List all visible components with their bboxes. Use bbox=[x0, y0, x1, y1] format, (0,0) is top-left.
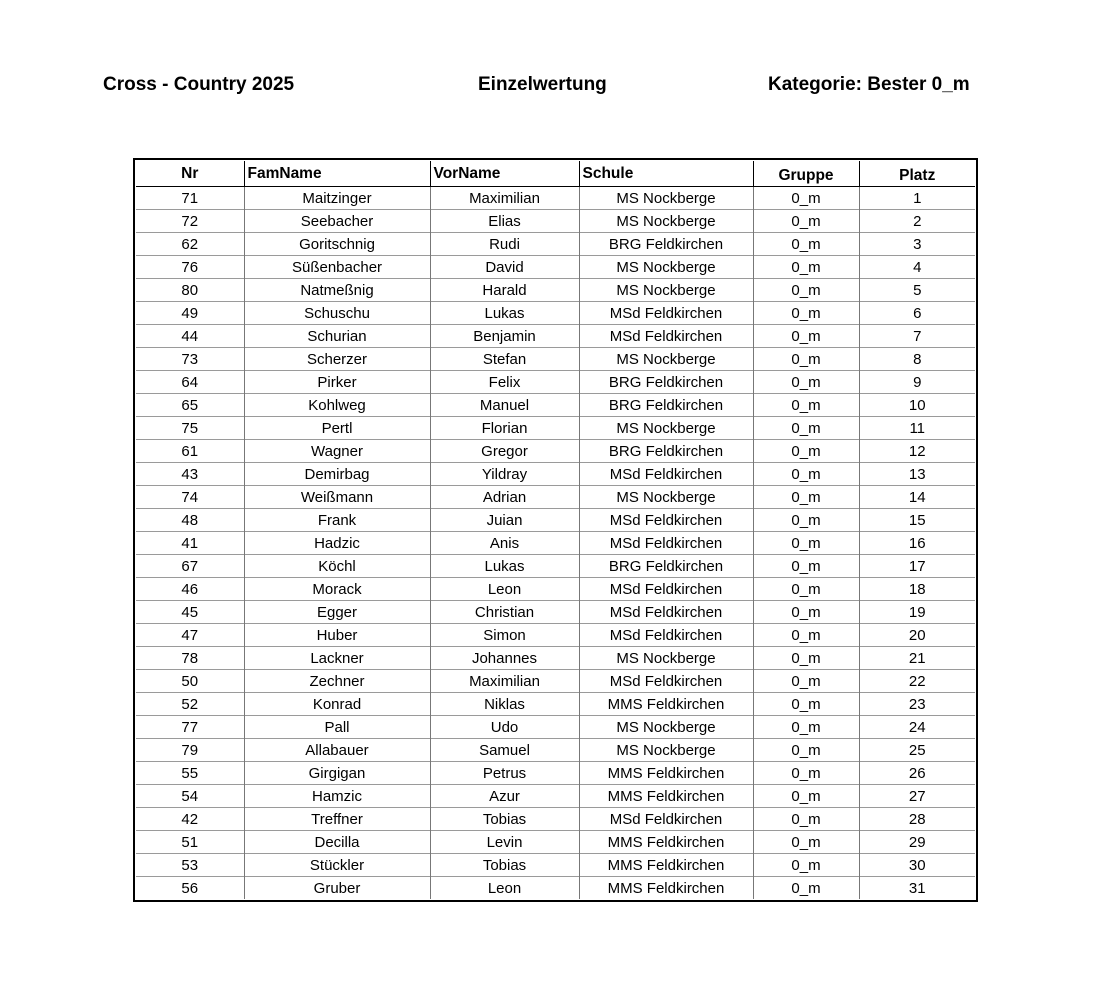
cell-vorname: Levin bbox=[430, 831, 579, 854]
cell-schule: MSd Feldkirchen bbox=[579, 624, 753, 647]
cell-famname: Gruber bbox=[244, 877, 430, 900]
table-row bbox=[136, 440, 975, 463]
cell-gruppe: 0_m bbox=[753, 877, 859, 900]
cell-gruppe: 0_m bbox=[753, 210, 859, 233]
table-body bbox=[136, 187, 975, 900]
table-row bbox=[136, 785, 975, 808]
cell-platz: 15 bbox=[859, 509, 975, 532]
cell-famname: Scherzer bbox=[244, 348, 430, 371]
cell-platz: 1 bbox=[859, 187, 975, 210]
cell-gruppe: 0_m bbox=[753, 348, 859, 371]
table-row bbox=[136, 279, 975, 302]
table-row bbox=[136, 256, 975, 279]
cell-platz: 14 bbox=[859, 486, 975, 509]
table-row bbox=[136, 624, 975, 647]
cell-nr: 43 bbox=[136, 463, 244, 486]
cell-platz: 26 bbox=[859, 762, 975, 785]
cell-nr: 47 bbox=[136, 624, 244, 647]
table-row bbox=[136, 578, 975, 601]
cell-vorname: Florian bbox=[430, 417, 579, 440]
document-title: Cross - Country 2025 bbox=[103, 74, 295, 95]
cell-famname: Lackner bbox=[244, 647, 430, 670]
cell-nr: 79 bbox=[136, 739, 244, 762]
cell-famname: Hamzic bbox=[244, 785, 430, 808]
cell-gruppe: 0_m bbox=[753, 279, 859, 302]
cell-famname: Pall bbox=[244, 716, 430, 739]
results-table bbox=[136, 161, 975, 899]
cell-nr: 44 bbox=[136, 325, 244, 348]
column-header-famname: FamName bbox=[244, 161, 430, 187]
cell-gruppe: 0_m bbox=[753, 647, 859, 670]
cell-famname: Girgigan bbox=[244, 762, 430, 785]
cell-platz: 8 bbox=[859, 348, 975, 371]
cell-gruppe: 0_m bbox=[753, 785, 859, 808]
table-row bbox=[136, 394, 975, 417]
cell-famname: Frank bbox=[244, 509, 430, 532]
cell-schule: MS Nockberge bbox=[579, 210, 753, 233]
cell-famname: Wagner bbox=[244, 440, 430, 463]
cell-schule: MSd Feldkirchen bbox=[579, 532, 753, 555]
table-row bbox=[136, 762, 975, 785]
cell-schule: MSd Feldkirchen bbox=[579, 808, 753, 831]
cell-platz: 23 bbox=[859, 693, 975, 716]
cell-vorname: Udo bbox=[430, 716, 579, 739]
cell-vorname: Stefan bbox=[430, 348, 579, 371]
cell-gruppe: 0_m bbox=[753, 762, 859, 785]
cell-famname: Zechner bbox=[244, 670, 430, 693]
table-row bbox=[136, 463, 975, 486]
cell-vorname: Petrus bbox=[430, 762, 579, 785]
cell-gruppe: 0_m bbox=[753, 463, 859, 486]
cell-gruppe: 0_m bbox=[753, 716, 859, 739]
cell-famname: Maitzinger bbox=[244, 187, 430, 210]
cell-gruppe: 0_m bbox=[753, 371, 859, 394]
table-row bbox=[136, 555, 975, 578]
cell-platz: 5 bbox=[859, 279, 975, 302]
cell-gruppe: 0_m bbox=[753, 532, 859, 555]
cell-schule: MMS Feldkirchen bbox=[579, 877, 753, 900]
cell-schule: BRG Feldkirchen bbox=[579, 394, 753, 417]
cell-platz: 27 bbox=[859, 785, 975, 808]
cell-platz: 6 bbox=[859, 302, 975, 325]
cell-schule: MS Nockberge bbox=[579, 739, 753, 762]
cell-vorname: Azur bbox=[430, 785, 579, 808]
table-row bbox=[136, 348, 975, 371]
cell-vorname: Simon bbox=[430, 624, 579, 647]
cell-famname: Süßenbacher bbox=[244, 256, 430, 279]
cell-schule: MMS Feldkirchen bbox=[579, 693, 753, 716]
cell-gruppe: 0_m bbox=[753, 394, 859, 417]
table-row bbox=[136, 693, 975, 716]
table-row bbox=[136, 670, 975, 693]
cell-schule: MSd Feldkirchen bbox=[579, 601, 753, 624]
cell-gruppe: 0_m bbox=[753, 302, 859, 325]
cell-vorname: Leon bbox=[430, 877, 579, 900]
cell-famname: Treffner bbox=[244, 808, 430, 831]
document-section-title: Einzelwertung bbox=[478, 74, 607, 95]
cell-nr: 67 bbox=[136, 555, 244, 578]
cell-gruppe: 0_m bbox=[753, 624, 859, 647]
cell-schule: BRG Feldkirchen bbox=[579, 555, 753, 578]
cell-famname: Natmeßnig bbox=[244, 279, 430, 302]
cell-vorname: Felix bbox=[430, 371, 579, 394]
cell-platz: 29 bbox=[859, 831, 975, 854]
cell-nr: 76 bbox=[136, 256, 244, 279]
cell-famname: Morack bbox=[244, 578, 430, 601]
table-row bbox=[136, 371, 975, 394]
table-row bbox=[136, 854, 975, 877]
cell-famname: Schurian bbox=[244, 325, 430, 348]
cell-vorname: Anis bbox=[430, 532, 579, 555]
cell-platz: 13 bbox=[859, 463, 975, 486]
cell-vorname: Yildray bbox=[430, 463, 579, 486]
cell-schule: MS Nockberge bbox=[579, 256, 753, 279]
cell-nr: 48 bbox=[136, 509, 244, 532]
cell-gruppe: 0_m bbox=[753, 233, 859, 256]
cell-platz: 17 bbox=[859, 555, 975, 578]
cell-gruppe: 0_m bbox=[753, 509, 859, 532]
cell-vorname: Harald bbox=[430, 279, 579, 302]
cell-platz: 11 bbox=[859, 417, 975, 440]
cell-famname: Seebacher bbox=[244, 210, 430, 233]
cell-famname: Demirbag bbox=[244, 463, 430, 486]
cell-gruppe: 0_m bbox=[753, 256, 859, 279]
cell-gruppe: 0_m bbox=[753, 670, 859, 693]
cell-nr: 77 bbox=[136, 716, 244, 739]
cell-vorname: Johannes bbox=[430, 647, 579, 670]
results-table-container bbox=[133, 158, 978, 902]
cell-platz: 4 bbox=[859, 256, 975, 279]
cell-gruppe: 0_m bbox=[753, 578, 859, 601]
cell-famname: Goritschnig bbox=[244, 233, 430, 256]
cell-platz: 19 bbox=[859, 601, 975, 624]
cell-nr: 74 bbox=[136, 486, 244, 509]
cell-nr: 53 bbox=[136, 854, 244, 877]
table-row bbox=[136, 233, 975, 256]
cell-famname: Huber bbox=[244, 624, 430, 647]
document-header bbox=[0, 72, 1110, 98]
table-row bbox=[136, 486, 975, 509]
cell-vorname: Lukas bbox=[430, 302, 579, 325]
cell-vorname: Tobias bbox=[430, 808, 579, 831]
cell-nr: 45 bbox=[136, 601, 244, 624]
cell-gruppe: 0_m bbox=[753, 854, 859, 877]
cell-vorname: Maximilian bbox=[430, 670, 579, 693]
table-row bbox=[136, 325, 975, 348]
cell-famname: Decilla bbox=[244, 831, 430, 854]
cell-vorname: Benjamin bbox=[430, 325, 579, 348]
column-header-platz: Platz bbox=[859, 161, 975, 187]
cell-vorname: Elias bbox=[430, 210, 579, 233]
cell-schule: BRG Feldkirchen bbox=[579, 440, 753, 463]
cell-schule: BRG Feldkirchen bbox=[579, 233, 753, 256]
cell-schule: BRG Feldkirchen bbox=[579, 371, 753, 394]
cell-platz: 12 bbox=[859, 440, 975, 463]
cell-schule: MS Nockberge bbox=[579, 417, 753, 440]
cell-nr: 55 bbox=[136, 762, 244, 785]
table-row bbox=[136, 647, 975, 670]
cell-nr: 41 bbox=[136, 532, 244, 555]
cell-gruppe: 0_m bbox=[753, 440, 859, 463]
cell-schule: MSd Feldkirchen bbox=[579, 302, 753, 325]
table-header bbox=[136, 161, 975, 187]
cell-nr: 75 bbox=[136, 417, 244, 440]
cell-nr: 80 bbox=[136, 279, 244, 302]
cell-schule: MS Nockberge bbox=[579, 348, 753, 371]
cell-gruppe: 0_m bbox=[753, 325, 859, 348]
cell-vorname: Leon bbox=[430, 578, 579, 601]
cell-schule: MS Nockberge bbox=[579, 279, 753, 302]
cell-vorname: Adrian bbox=[430, 486, 579, 509]
table-row bbox=[136, 808, 975, 831]
table-row bbox=[136, 302, 975, 325]
cell-nr: 54 bbox=[136, 785, 244, 808]
table-row bbox=[136, 210, 975, 233]
cell-gruppe: 0_m bbox=[753, 417, 859, 440]
cell-platz: 21 bbox=[859, 647, 975, 670]
table-row bbox=[136, 716, 975, 739]
cell-schule: MMS Feldkirchen bbox=[579, 785, 753, 808]
table-row bbox=[136, 601, 975, 624]
cell-nr: 46 bbox=[136, 578, 244, 601]
cell-schule: MS Nockberge bbox=[579, 486, 753, 509]
cell-platz: 7 bbox=[859, 325, 975, 348]
cell-nr: 64 bbox=[136, 371, 244, 394]
cell-platz: 18 bbox=[859, 578, 975, 601]
cell-nr: 62 bbox=[136, 233, 244, 256]
cell-platz: 16 bbox=[859, 532, 975, 555]
table-row bbox=[136, 877, 975, 900]
cell-nr: 56 bbox=[136, 877, 244, 900]
cell-nr: 49 bbox=[136, 302, 244, 325]
cell-platz: 30 bbox=[859, 854, 975, 877]
cell-schule: MSd Feldkirchen bbox=[579, 578, 753, 601]
cell-famname: Schuschu bbox=[244, 302, 430, 325]
cell-vorname: Gregor bbox=[430, 440, 579, 463]
table-header-row bbox=[136, 161, 975, 187]
cell-vorname: Rudi bbox=[430, 233, 579, 256]
cell-schule: MS Nockberge bbox=[579, 187, 753, 210]
cell-famname: Pirker bbox=[244, 371, 430, 394]
cell-famname: Kohlweg bbox=[244, 394, 430, 417]
cell-schule: MSd Feldkirchen bbox=[579, 463, 753, 486]
cell-nr: 51 bbox=[136, 831, 244, 854]
cell-nr: 61 bbox=[136, 440, 244, 463]
cell-schule: MSd Feldkirchen bbox=[579, 670, 753, 693]
cell-gruppe: 0_m bbox=[753, 187, 859, 210]
column-header-nr: Nr bbox=[136, 161, 244, 187]
column-header-vorname: VorName bbox=[430, 161, 579, 187]
column-header-schule: Schule bbox=[579, 161, 753, 187]
cell-gruppe: 0_m bbox=[753, 739, 859, 762]
cell-vorname: Maximilian bbox=[430, 187, 579, 210]
cell-schule: MS Nockberge bbox=[579, 647, 753, 670]
cell-platz: 9 bbox=[859, 371, 975, 394]
cell-vorname: Juian bbox=[430, 509, 579, 532]
cell-famname: Köchl bbox=[244, 555, 430, 578]
cell-vorname: Lukas bbox=[430, 555, 579, 578]
cell-nr: 42 bbox=[136, 808, 244, 831]
cell-vorname: Manuel bbox=[430, 394, 579, 417]
table-row bbox=[136, 187, 975, 210]
cell-nr: 71 bbox=[136, 187, 244, 210]
cell-famname: Stückler bbox=[244, 854, 430, 877]
cell-nr: 52 bbox=[136, 693, 244, 716]
cell-famname: Weißmann bbox=[244, 486, 430, 509]
cell-famname: Hadzic bbox=[244, 532, 430, 555]
cell-famname: Konrad bbox=[244, 693, 430, 716]
cell-famname: Egger bbox=[244, 601, 430, 624]
cell-schule: MSd Feldkirchen bbox=[579, 509, 753, 532]
table-row bbox=[136, 831, 975, 854]
cell-nr: 78 bbox=[136, 647, 244, 670]
cell-platz: 10 bbox=[859, 394, 975, 417]
cell-vorname: Samuel bbox=[430, 739, 579, 762]
cell-nr: 50 bbox=[136, 670, 244, 693]
cell-schule: MMS Feldkirchen bbox=[579, 831, 753, 854]
cell-schule: MSd Feldkirchen bbox=[579, 325, 753, 348]
cell-gruppe: 0_m bbox=[753, 693, 859, 716]
cell-platz: 31 bbox=[859, 877, 975, 900]
cell-gruppe: 0_m bbox=[753, 601, 859, 624]
cell-platz: 20 bbox=[859, 624, 975, 647]
table-row bbox=[136, 532, 975, 555]
cell-gruppe: 0_m bbox=[753, 555, 859, 578]
cell-nr: 73 bbox=[136, 348, 244, 371]
cell-schule: MS Nockberge bbox=[579, 716, 753, 739]
cell-platz: 24 bbox=[859, 716, 975, 739]
table-row bbox=[136, 417, 975, 440]
cell-nr: 72 bbox=[136, 210, 244, 233]
cell-famname: Allabauer bbox=[244, 739, 430, 762]
table-row bbox=[136, 509, 975, 532]
cell-nr: 65 bbox=[136, 394, 244, 417]
cell-vorname: Niklas bbox=[430, 693, 579, 716]
cell-gruppe: 0_m bbox=[753, 486, 859, 509]
cell-vorname: David bbox=[430, 256, 579, 279]
cell-platz: 3 bbox=[859, 233, 975, 256]
cell-schule: MMS Feldkirchen bbox=[579, 762, 753, 785]
cell-gruppe: 0_m bbox=[753, 808, 859, 831]
cell-platz: 28 bbox=[859, 808, 975, 831]
table-row bbox=[136, 739, 975, 762]
cell-vorname: Christian bbox=[430, 601, 579, 624]
cell-famname: Pertl bbox=[244, 417, 430, 440]
cell-platz: 22 bbox=[859, 670, 975, 693]
column-header-gruppe: Gruppe bbox=[753, 161, 859, 187]
cell-platz: 2 bbox=[859, 210, 975, 233]
cell-platz: 25 bbox=[859, 739, 975, 762]
document-category-label: Kategorie: Bester 0_m bbox=[768, 74, 970, 95]
cell-vorname: Tobias bbox=[430, 854, 579, 877]
cell-gruppe: 0_m bbox=[753, 831, 859, 854]
cell-schule: MMS Feldkirchen bbox=[579, 854, 753, 877]
